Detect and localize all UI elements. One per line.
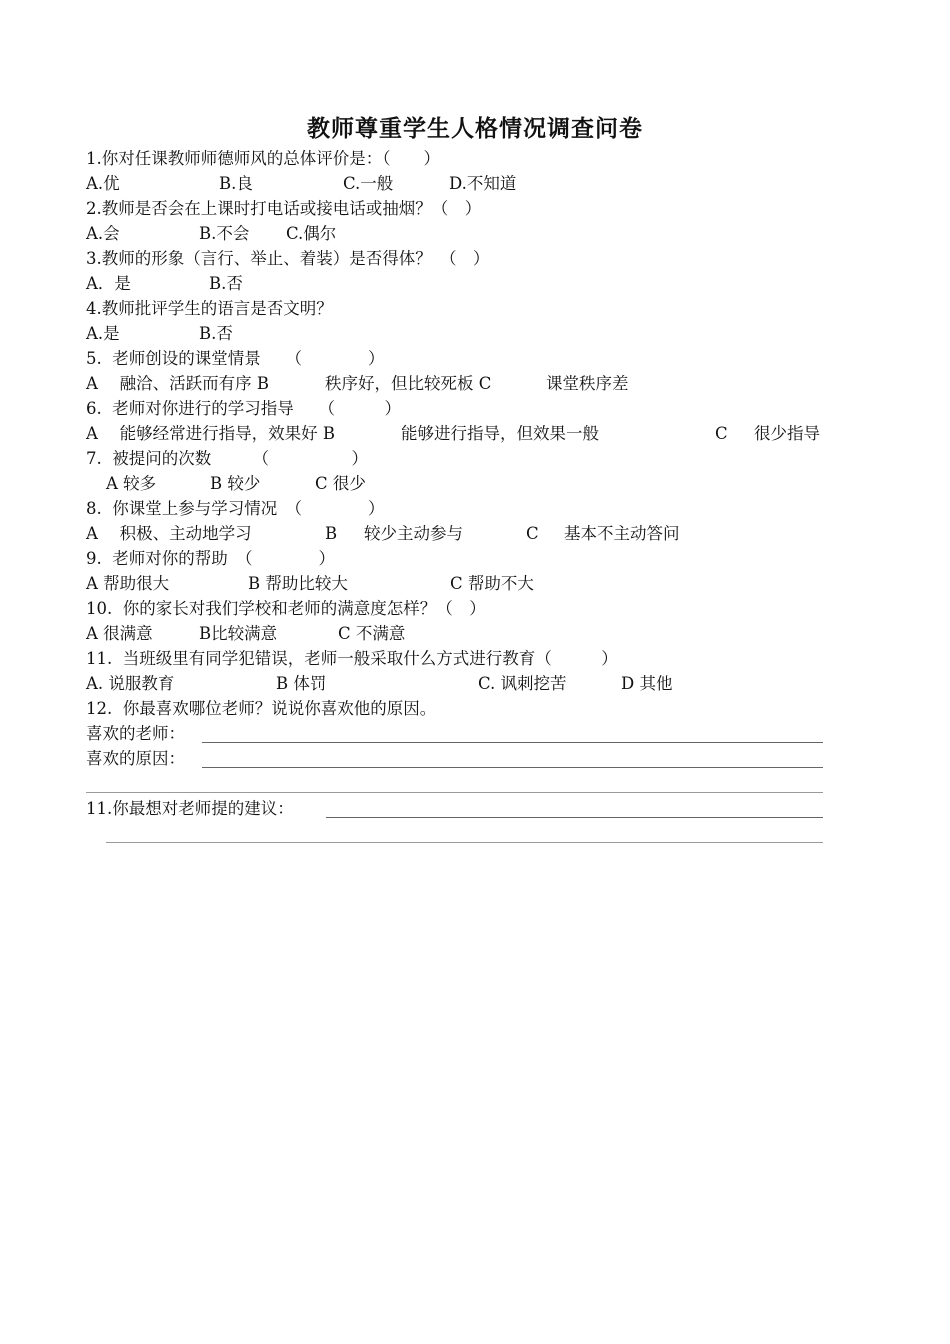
question-5 xyxy=(0,348,385,370)
question-6 xyxy=(0,398,401,420)
option-a[interactable]: A.会 xyxy=(86,224,120,243)
question-text: 10. 你的家长对我们学校和老师的满意度怎样？（ ） xyxy=(86,599,486,618)
question-text: 1.你对任课教师师德师风的总体评价是：（ ） xyxy=(86,149,440,168)
question-12 xyxy=(0,698,437,720)
question-text: 6. 老师对你进行的学习指导 （ ） xyxy=(86,399,401,418)
question-text: 3.教师的形象（言行、举止、着装）是否得体？ （ ） xyxy=(86,249,490,268)
option-b[interactable]: B.否 xyxy=(199,324,233,343)
question-1 xyxy=(0,148,440,170)
option-b[interactable]: B 体罚 xyxy=(276,674,327,693)
favorite-teacher-input[interactable] xyxy=(202,742,823,743)
question-10 xyxy=(0,598,486,620)
option-c[interactable]: 课堂秩序差 xyxy=(546,374,629,393)
favorite-reason-input[interactable] xyxy=(202,767,823,768)
option-a[interactable]: A 很满意 xyxy=(86,624,153,643)
question-text: 9. 老师对你的帮助 （ ） xyxy=(86,549,335,568)
option-b[interactable]: B 较少 xyxy=(210,474,261,493)
option-a[interactable]: A 较多 xyxy=(106,474,157,493)
option-a[interactable]: A.是 xyxy=(86,324,120,343)
page-title: 教师尊重学生人格情况调查问卷 xyxy=(307,116,643,142)
question-7-options xyxy=(0,473,366,495)
option-b[interactable]: 较少主动参与 xyxy=(364,524,463,543)
option-c-letter[interactable]: C xyxy=(526,524,539,543)
option-b[interactable]: B.良 xyxy=(219,174,253,193)
favorite-reason-row xyxy=(0,748,185,770)
question-5-options xyxy=(0,373,629,395)
option-a[interactable]: A．是 xyxy=(86,274,131,293)
option-c[interactable]: C. 讽刺挖苦 xyxy=(478,674,567,693)
suggestion-label: 11.你最想对老师提的建议： xyxy=(86,799,294,818)
option-c[interactable]: 很少指导 xyxy=(754,424,820,443)
question-text: 7. 被提问的次数 （ ） xyxy=(86,449,368,468)
option-d[interactable]: D.不知道 xyxy=(449,174,517,193)
question-11 xyxy=(0,648,618,670)
favorite-reason-label: 喜欢的原因： xyxy=(86,749,185,768)
option-c[interactable]: C 很少 xyxy=(315,474,366,493)
suggestion-input-line-2[interactable] xyxy=(106,842,823,843)
favorite-teacher-row xyxy=(0,723,185,745)
question-9-options xyxy=(0,573,534,595)
option-a[interactable]: A 帮助很大 xyxy=(86,574,170,593)
question-9 xyxy=(0,548,335,570)
question-11-options xyxy=(0,673,673,695)
option-a[interactable]: A 融洽、活跃而有序 B xyxy=(86,374,270,393)
favorite-reason-input-line-2[interactable] xyxy=(86,792,823,793)
question-text: 4.教师批评学生的语言是否文明？ xyxy=(86,299,333,318)
question-text: 2.教师是否会在上课时打电话或接电话或抽烟？（ ） xyxy=(86,199,482,218)
option-b-letter[interactable]: B xyxy=(325,524,338,543)
option-b[interactable]: B 帮助比较大 xyxy=(248,574,348,593)
suggestion-input[interactable] xyxy=(326,817,823,818)
option-c[interactable]: C.偶尔 xyxy=(286,224,337,243)
option-b[interactable]: B比较满意 xyxy=(199,624,278,643)
question-4 xyxy=(0,298,333,320)
question-8 xyxy=(0,498,385,520)
question-3-options xyxy=(0,273,243,295)
question-1-options xyxy=(0,173,517,195)
suggestion-row xyxy=(0,798,294,820)
option-d[interactable]: D 其他 xyxy=(621,674,673,693)
question-2-options xyxy=(0,223,337,245)
question-6-options xyxy=(0,423,820,445)
option-b[interactable]: 秩序好，但比较死板 C xyxy=(325,374,492,393)
option-c[interactable]: 基本不主动答问 xyxy=(564,524,680,543)
option-b[interactable]: B.否 xyxy=(209,274,243,293)
option-a[interactable]: A. 说服教育 xyxy=(86,674,175,693)
option-a[interactable]: A.优 xyxy=(86,174,120,193)
question-text: 5. 老师创设的课堂情景 （ ） xyxy=(86,349,385,368)
favorite-teacher-label: 喜欢的老师： xyxy=(86,724,185,743)
option-b[interactable]: B.不会 xyxy=(199,224,250,243)
question-text: 11. 当班级里有同学犯错误，老师一般采取什么方式进行教育（ ） xyxy=(86,649,618,668)
option-c[interactable]: C.一般 xyxy=(343,174,394,193)
question-4-options xyxy=(0,323,233,345)
question-3 xyxy=(0,248,490,270)
question-8-options xyxy=(0,523,680,545)
option-b[interactable]: 能够进行指导，但效果一般 xyxy=(401,424,599,443)
question-text: 12. 你最喜欢哪位老师？说说你喜欢他的原因。 xyxy=(86,699,437,718)
option-a[interactable]: A 积极、主动地学习 xyxy=(86,524,252,543)
option-c-letter[interactable]: C xyxy=(715,424,728,443)
question-text: 8. 你课堂上参与学习情况 （ ） xyxy=(86,499,385,518)
option-c[interactable]: C 帮助不大 xyxy=(450,574,534,593)
question-7 xyxy=(0,448,368,470)
option-a[interactable]: A 能够经常进行指导，效果好 B xyxy=(86,424,336,443)
option-c[interactable]: C 不满意 xyxy=(338,624,406,643)
question-10-options xyxy=(0,623,406,645)
question-2 xyxy=(0,198,482,220)
